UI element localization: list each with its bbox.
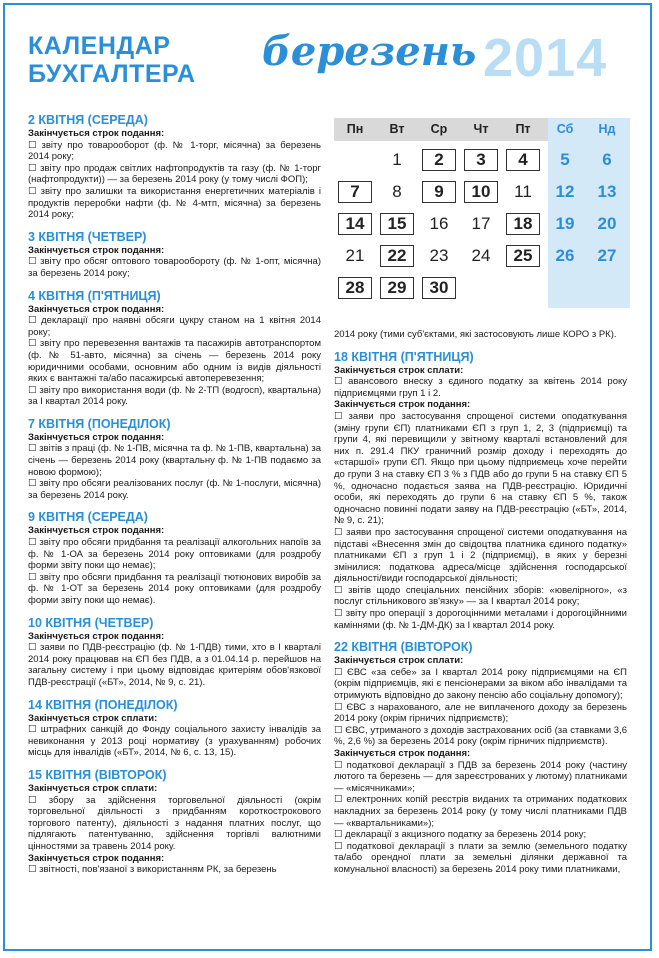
deadline-subheading: Закінчується строк сплати: (334, 364, 464, 376)
deadline-section (28, 768, 321, 876)
right-column (334, 329, 627, 885)
deadline-item: ☐ звітів щодо спеціальних пенсійних зборів: «ювелірного», «з послуг стільникового зв'язку» — за I квартал 2014 року; (334, 584, 627, 608)
calendar-day: 22 (380, 245, 414, 267)
calendar-day: 9 (422, 181, 456, 203)
deadline-subheading: Закінчується строк подання: (28, 525, 165, 537)
weekday-header: Сб (556, 122, 574, 136)
calendar-day: 25 (506, 245, 540, 267)
deadline-item: ☐ авансового внеску з єдиного податку за квітень 2014 року підприємцями груп 1 і 2. (334, 376, 627, 399)
calendar-day: 6 (602, 150, 612, 169)
deadline-subheading: Закінчується строк сплати: (334, 655, 464, 667)
deadline-item: 2014 року (тими суб'єктами, які застосовують лише КОРО з РК). (334, 329, 617, 340)
calendar-day: 4 (506, 149, 540, 171)
calendar-day: 29 (380, 277, 414, 299)
deadline-item: ☐ звіту про обсяг оптового товарообороту (ф. № 1-опт, місячна) за березень 2014 року; (28, 256, 321, 279)
weekday-header: Пт (515, 122, 531, 136)
calendar-day: 24 (471, 246, 491, 265)
calendar-day: 26 (555, 246, 575, 265)
deadline-date-heading: 18 КВІТНЯ (П'ЯТНИЦЯ) (334, 349, 474, 364)
calendar-day: 1 (392, 150, 402, 169)
deadline-item: ☐ звіту про перевезення вантажів та пасажирів автотранспортом (ф. № 51-авто, місячна) за січень — березень 2014 року юридичними особами, основним або одним із видів діяльності яких є вантажні та/або пасажирські автоперевезення; (28, 338, 321, 385)
deadline-date-heading: 10 КВІТНЯ (ЧЕТВЕР) (28, 615, 154, 630)
calendar-day: 7 (338, 181, 372, 203)
calendar-day: 21 (345, 246, 365, 265)
title-line-1: КАЛЕНДАР (28, 32, 171, 60)
deadline-item: ☐ заяви про застосування спрощеної системи оподаткування (зміну групи ЄП) платниками ЄП з груп 1, 2, 3 (підприємці) та групи 4, які перевищили у звітному кварталі встановлений для них п. 291.4 ПКУ граничний розмір доходу і переходять до «старшої» групи ЄП. Якщо при цьому підприємець хоче перейти до групи 3 на ставку ЄП 3 % з ПДВ або до групи 5 на ставку ЄП 5 %, одночасно подається заява на ПДВ-реєстрацію. Юридичні особи, які переходять до групи 6 на ставку ЄП 5 %, також одночасно повинні подати заяву на ПДВ-реєстрацію («БТ», 2014, № 9, с. 21); (334, 410, 627, 527)
deadline-section (334, 640, 627, 875)
deadline-item: ☐ збору за здійснення торговельної діяльності (окрім торговельної діяльності з придбанням короткострокового торгового патенту), діяльності з надання платних послуг, що підлягають патентуванню, здійснення торгівлі валютними цінностями за травень 2014 року. (28, 794, 321, 852)
calendar-day: 30 (422, 277, 456, 299)
calendar-day: 18 (506, 213, 540, 235)
calendar-day: 3 (464, 149, 498, 171)
deadline-subheading: Закінчується строк подання: (28, 852, 165, 864)
calendar-day: 11 (514, 182, 532, 201)
deadline-section (28, 698, 321, 759)
deadline-item: ☐ звіту про залишки та використання енергетичних матеріалів і продуктів переробки нафти (ф. № 4-мтп, місячна) за березень 2014 року; (28, 185, 321, 221)
title-line-2: БУХГАЛТЕРА (28, 60, 196, 88)
deadline-item: ☐ звіту про обсяги придбання та реалізації тютюнових виробів за ф. № 1-ОТ за березень 2014 року оптовиками (для роздробу форми звіту поки що немає). (28, 571, 321, 606)
deadline-subheading: Закінчується строк сплати: (28, 782, 158, 794)
deadline-item: ☐ декларації про наявні обсяги цукру станом на 1 квітня 2014 року; (28, 315, 321, 338)
deadline-item: ☐ штрафних санкцій до Фонду соціального захисту інвалідів за невиконання у 2013 році нормативу (з урахуванням) робочих місць для інвалідів («БТ», 2014, № 6, с. 13, 15). (28, 724, 321, 759)
calendar-day: 17 (471, 214, 491, 233)
deadline-item: ☐ звіту про обсяги придбання та реалізації алкогольних напоїв за ф. № 1-ОА за березень 2014 року оптовиками (для роздробу форми звіту поки що немає); (28, 537, 321, 572)
deadline-item: ☐ податкової декларації з ПДВ за березень 2014 року (частину лютого та березень — для зареєстрованих у лютому) платниками — «місячниками»; (334, 759, 627, 794)
deadline-date-heading: 15 КВІТНЯ (ВІВТОРОК) (28, 767, 167, 782)
deadline-item: ☐ звіту про продаж світлих нафтопродуктів та газу (ф. № 1-торг (нафтопродукти)) — за березень 2014 року (у тому числі ФОП); (28, 162, 321, 186)
deadline-subheading: Закінчується строк подання: (28, 630, 165, 642)
deadline-date-heading: 9 КВІТНЯ (СЕРЕДА) (28, 510, 148, 525)
calendar-day: 23 (429, 246, 449, 265)
calendar-day: 16 (429, 214, 449, 233)
calendar-day: 19 (555, 214, 575, 233)
calendar-day: 2 (422, 149, 456, 171)
deadline-item: ☐ звіту про товарооборот (ф. № 1-торг, місячна) за березень 2014 року; (28, 139, 321, 163)
deadline-subheading: Закінчується строк подання: (28, 128, 165, 139)
deadline-item: ☐ звітів з праці (ф. № 1-ПВ, місячна та ф. № 1-ПВ, квартальна) за січень — березень 2014 року (квартальну ф. № 1-ПВ подаємо за новою формою); (28, 443, 321, 478)
deadline-subheading: Закінчується строк подання: (28, 431, 165, 443)
calendar-day: 15 (380, 213, 414, 235)
deadline-section (28, 417, 321, 502)
weekday-header: Вт (389, 122, 405, 136)
deadline-date-heading: 7 КВІТНЯ (ПОНЕДІЛОК) (28, 416, 171, 431)
deadline-subheading: Закінчується строк подання: (28, 303, 165, 315)
weekday-header: Пн (346, 122, 364, 136)
deadline-item: ☐ звіту про використання води (ф. № 2-ТП (водгосп), квартальна) за I квартал 2014 року. (28, 384, 321, 408)
deadline-item: ☐ податкової декларації з плати за землю (земельного податку та/або орендної плати за земельні ділянки державної та комунальної власності) за березень 2014 року тими платниками, (334, 840, 627, 875)
calendar-day: 14 (338, 213, 372, 235)
weekday-header: Ср (430, 122, 448, 136)
deadline-item: ☐ звітності, пов'язаної з використанням РК, за березень (28, 864, 277, 876)
deadline-section (334, 350, 627, 632)
deadline-item: ☐ заяви по ПДВ-реєстрацію (ф. № 1-ПДВ) тими, хто в I кварталі 2014 року працював на ЄП без ПДВ, а з 01.04.14 р. перейшов на загальну систему і при цьому відповідає критеріям обов'язкової ПДВ-реєстрації («БТ», 2014, № 9, с. 21). (28, 642, 321, 688)
deadline-date-heading: 3 КВІТНЯ (ЧЕТВЕР) (28, 229, 147, 244)
calendar-day: 5 (560, 150, 570, 169)
deadline-item: ☐ ЄВС, утриманого з доходів застрахованих осіб (за ставками 3,6 %, 2,6 %) за березень 2014 року (окрім гірничих підприємств). (334, 724, 627, 748)
calendar-day: 8 (392, 182, 402, 201)
deadline-section (28, 289, 321, 408)
deadline-date-heading: 2 КВІТНЯ (СЕРЕДА) (28, 113, 148, 127)
deadline-item: ☐ заяви про застосування спрощеної системи оподаткування на підставі «Внесення змін до свідоцтва платника єдиного податку» платниками ЄП з груп 1 і 2 (підприємці), в яких у березні змінилися: податкова адреса/місце здійснення господарської діяльності/види господарської діяльності; (334, 526, 627, 585)
page-title (28, 32, 196, 88)
month-calendar (334, 118, 630, 308)
deadline-subheading: Закінчується строк сплати: (28, 712, 158, 724)
calendar-day: 28 (338, 277, 372, 299)
deadline-item: ☐ ЄВС «за себе» за I квартал 2014 року підприємцями на ЄП (окрім підприємців, які є пенсіонерами за віком або інвалідами та отримують відповідно до закону пенсію або соціальну допомогу); (334, 666, 627, 702)
deadline-subheading: Закінчується строк подання: (28, 244, 165, 256)
deadline-section (28, 616, 321, 689)
weekday-header: Нд (598, 122, 616, 136)
deadline-item: ☐ звіту про операції з дорогоцінними металами і дорогоційнними каміннями (ф. № 1-ДМ-ДК) за I квартал 2014 року. (334, 608, 627, 631)
deadline-section (28, 113, 321, 221)
deadline-section (28, 510, 321, 606)
deadline-item: ☐ звіту про обсяги реалізованих послуг (ф. № 1-послуги, місячна) за березень 2014 року. (28, 478, 321, 501)
deadline-date-heading: 14 КВІТНЯ (ПОНЕДІЛОК) (28, 697, 178, 712)
deadline-section (334, 329, 627, 341)
deadline-subheading: Закінчується строк подання: (334, 399, 471, 411)
calendar-day: 12 (555, 182, 575, 201)
deadline-section (28, 230, 321, 280)
deadline-item: ☐ декларації з акцизного податку за березень 2014 року; (334, 829, 587, 841)
calendar-day: 10 (464, 181, 498, 203)
weekday-header: Чт (473, 122, 489, 136)
deadline-item: ☐ електронних копій реєстрів виданих та отриманих податкових накладних за березень 2014 року (у тому числі платниками ПДВ — «квартальниками»); (334, 794, 627, 829)
deadline-item: ☐ ЄВС з нарахованого, але не виплаченого доходу за березень 2014 року (окрім гірничих підприємств); (334, 701, 627, 725)
deadline-date-heading: 22 КВІТНЯ (ВІВТОРОК) (334, 640, 473, 655)
month-title: березень (262, 28, 477, 75)
left-column (28, 113, 321, 885)
deadline-subheading: Закінчується строк подання: (334, 748, 471, 759)
calendar-day: 13 (597, 182, 617, 201)
calendar-day: 20 (597, 214, 617, 233)
deadline-date-heading: 4 КВІТНЯ (П'ЯТНИЦЯ) (28, 288, 161, 303)
calendar-day: 27 (597, 246, 617, 265)
year-title: 2014 (483, 28, 608, 88)
